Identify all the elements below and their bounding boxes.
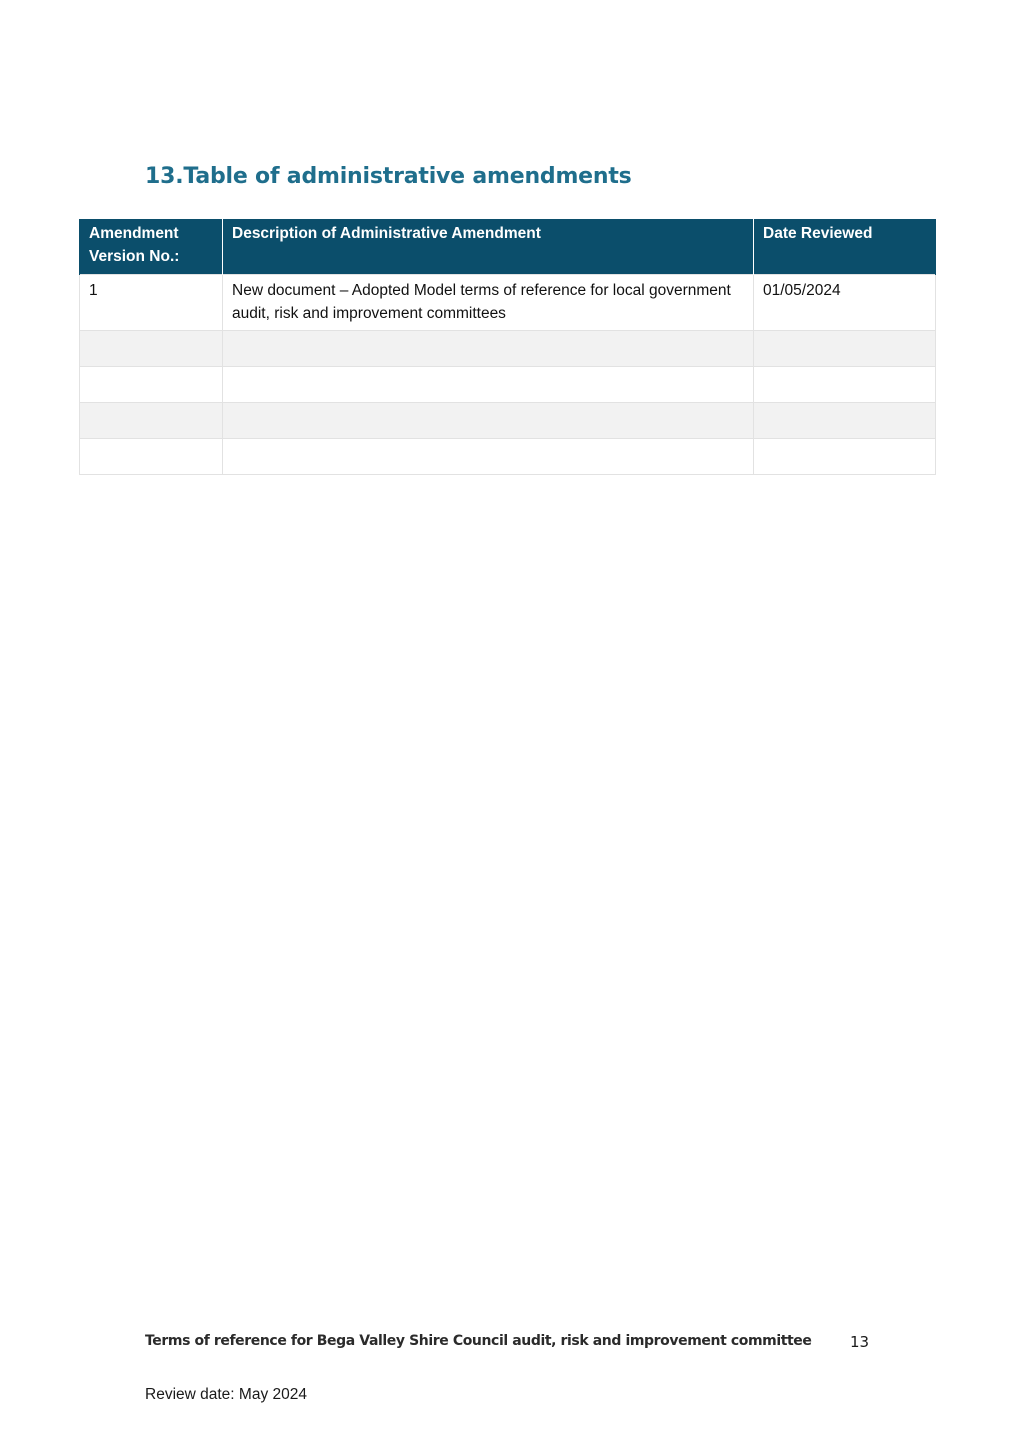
page-number: 13 (850, 1333, 870, 1351)
cell-date: 01/05/2024 (754, 275, 936, 331)
cell-date (754, 439, 936, 475)
cell-description (223, 331, 754, 367)
header-version: Amendment Version No.: (80, 219, 223, 275)
footer-document-title: Terms of reference for Bega Valley Shire Council audit, risk and improvement committee (145, 1333, 812, 1349)
cell-description: New document – Adopted Model terms of reference for local government audit, risk and improvement committees (223, 275, 754, 331)
cell-date (754, 367, 936, 403)
review-date: Review date: May 2024 (145, 1386, 307, 1403)
cell-description (223, 439, 754, 475)
section-heading: 13.Table of administrative amendments (145, 164, 632, 189)
cell-version (80, 331, 223, 367)
header-description: Description of Administrative Amendment (223, 219, 754, 275)
table-header-row (80, 219, 936, 275)
table-row (80, 403, 936, 439)
table-row (80, 275, 936, 331)
table-row (80, 439, 936, 475)
cell-version: 1 (80, 275, 223, 331)
header-date-reviewed: Date Reviewed (754, 219, 936, 275)
cell-description (223, 403, 754, 439)
cell-date (754, 403, 936, 439)
amendments-table (79, 219, 936, 475)
cell-version (80, 439, 223, 475)
table-row (80, 367, 936, 403)
table-row (80, 331, 936, 367)
cell-version (80, 403, 223, 439)
cell-version (80, 367, 223, 403)
cell-description (223, 367, 754, 403)
cell-date (754, 331, 936, 367)
